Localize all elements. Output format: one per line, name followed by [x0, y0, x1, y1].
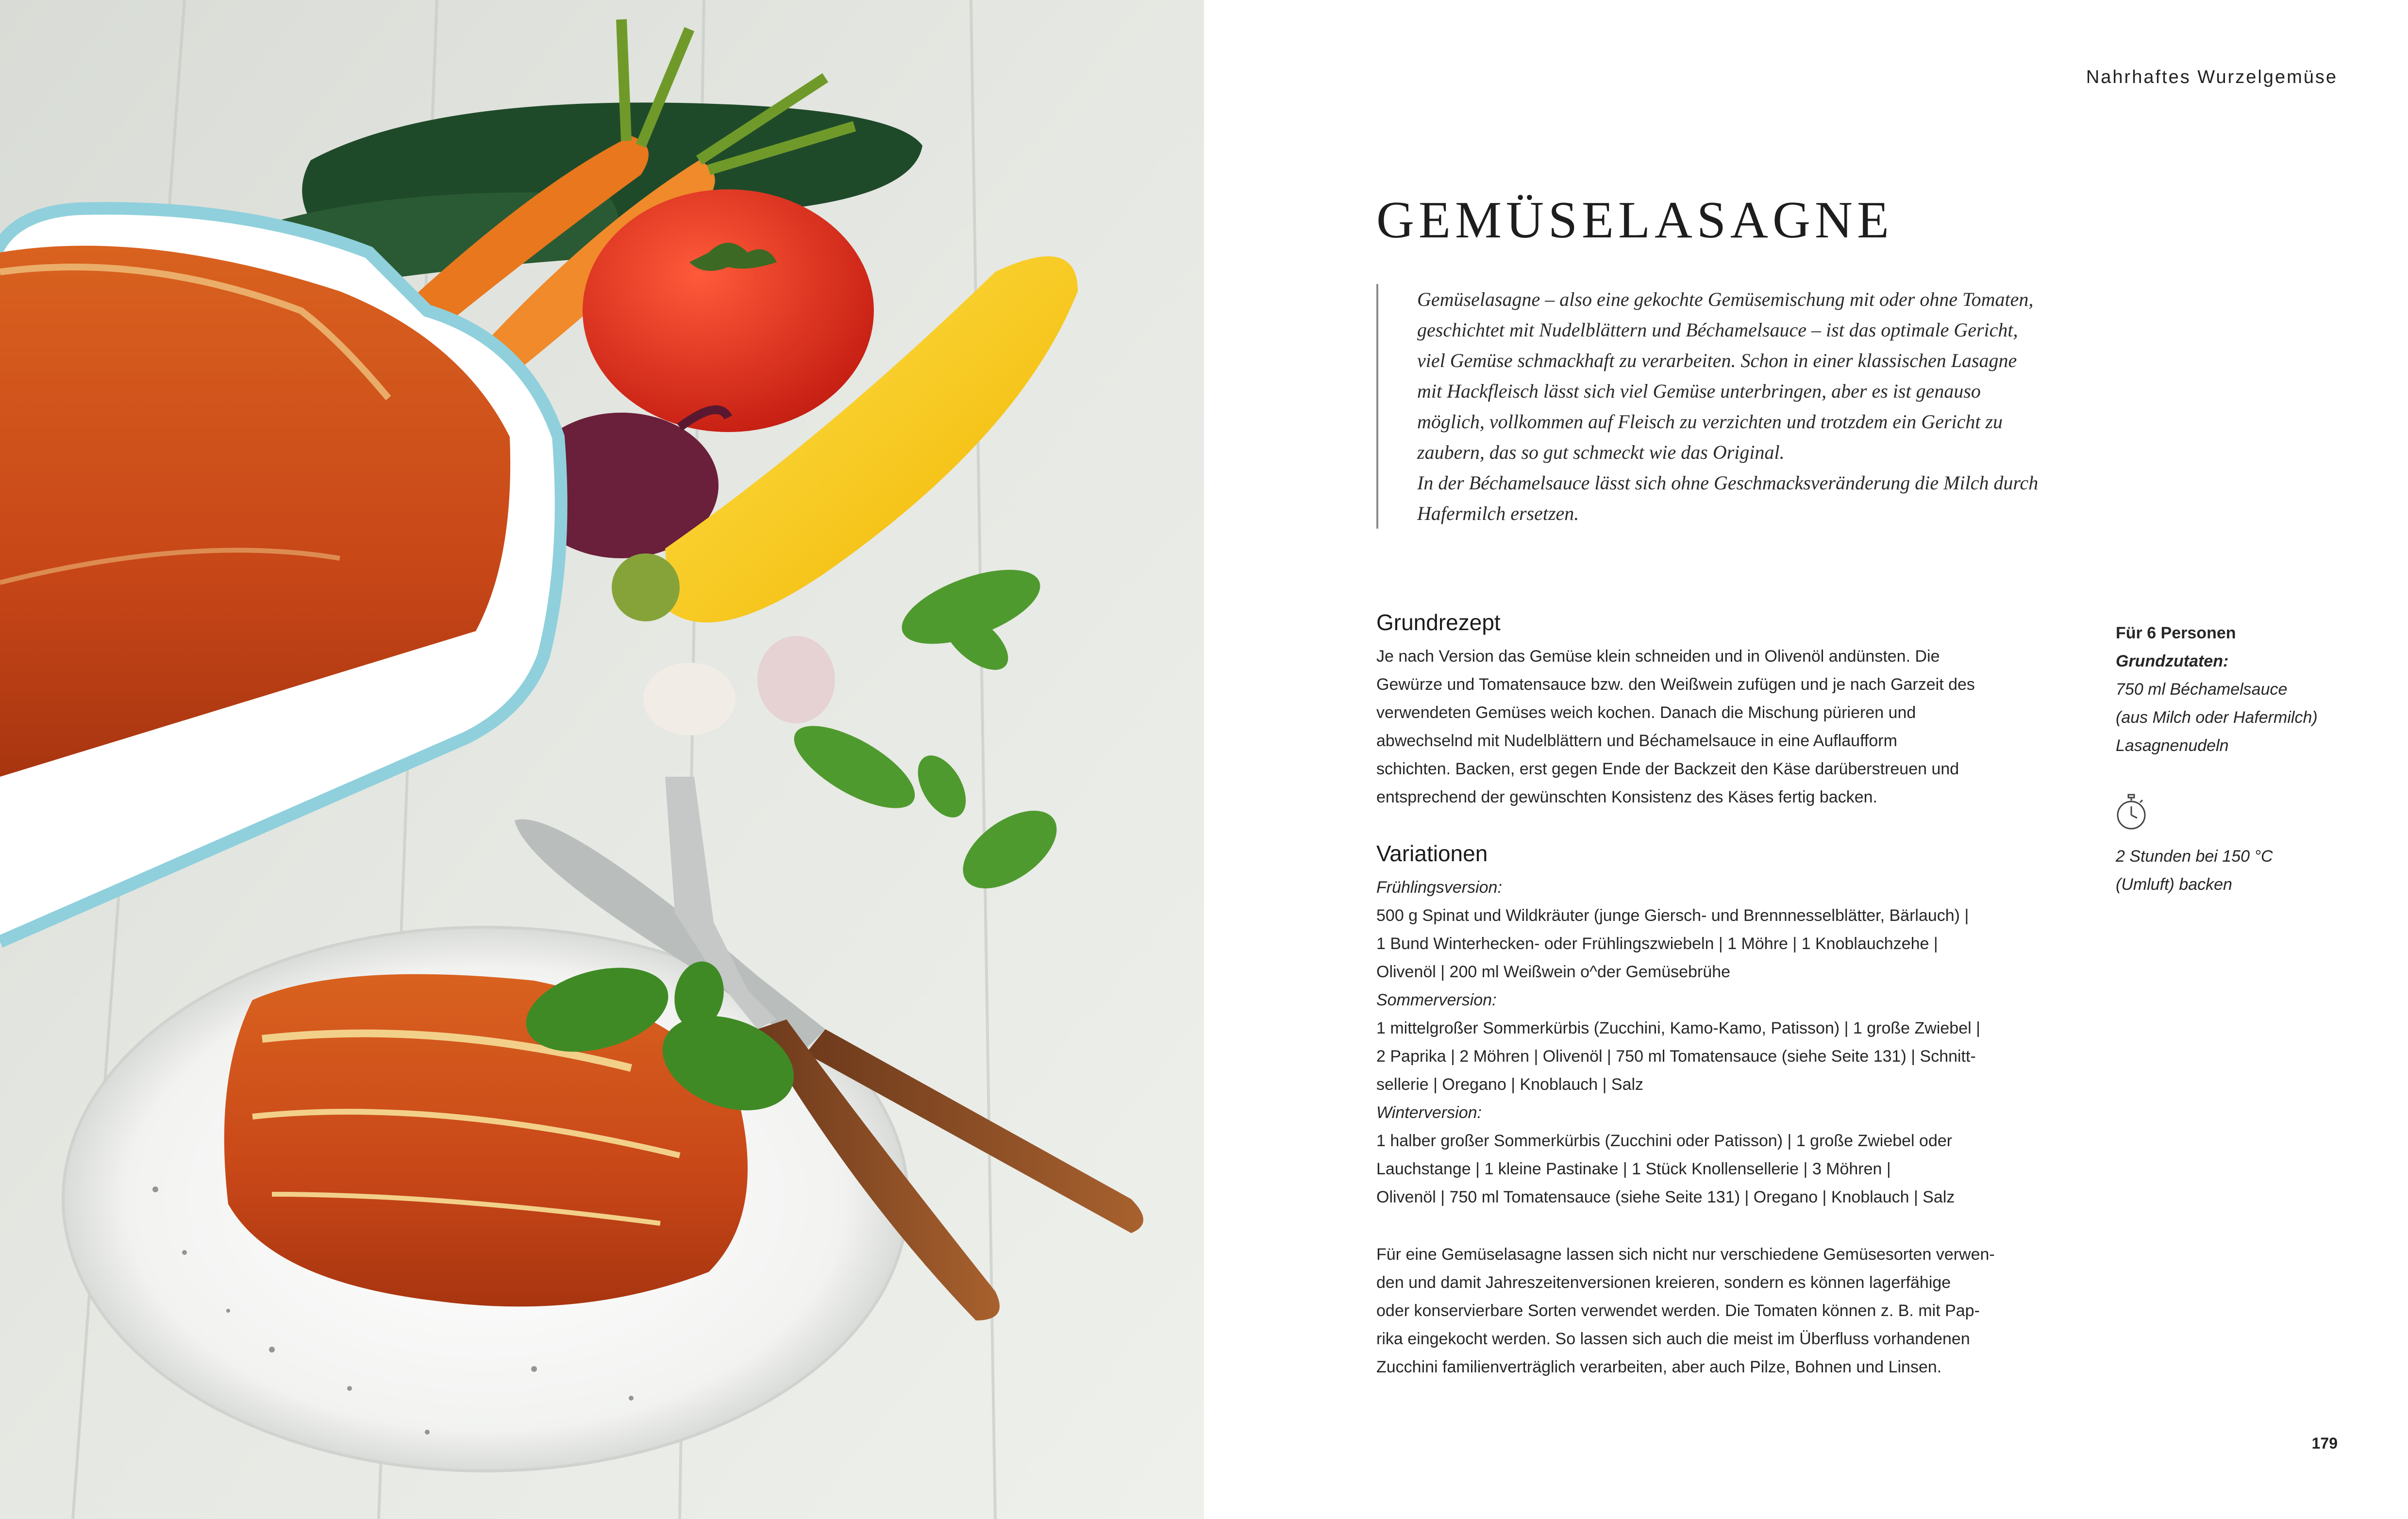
sommer-label: Sommerversion: — [1376, 991, 1497, 1009]
intro-line: Gemüselasagne – also eine gekochte Gemüsemischung mit oder ohne Tomaten, — [1417, 288, 2034, 310]
variationen-heading: Variationen — [1376, 841, 1488, 866]
grundrezept-line: Je nach Version das Gemüse klein schneiden und in Olivenöl andünsten. Die — [1376, 647, 1940, 666]
servings: Für 6 Personen — [2116, 624, 2236, 642]
intro-line: geschichtet mit Nudelblättern und Béchamelsauce – ist das optimale Gericht, — [1417, 319, 2018, 341]
intro-line: möglich, vollkommen auf Fleisch zu verzichten und trotzdem ein Gericht zu — [1417, 411, 2003, 433]
bake-line: 2 Stunden bei 150 °C — [2116, 847, 2273, 866]
sommer-line: sellerie | Oregano | Knoblauch | Salz — [1376, 1075, 1644, 1094]
basic-ingredient: 750 ml Béchamelsauce — [2116, 680, 2288, 699]
closing-line: rika eingekocht werden. So lassen sich auch die meist im Überfluss vorhandenen — [1376, 1330, 1970, 1348]
closing-line: Für eine Gemüselasagne lassen sich nicht nur verschiedene Gemüsesorten verwen- — [1376, 1245, 1995, 1264]
stopwatch-icon — [2116, 794, 2147, 831]
grundrezept-line: schichten. Backen, erst gegen Ende der Backzeit den Käse darüberstreuen und — [1376, 760, 1959, 778]
closing-line: Zucchini familienverträglich verarbeiten, aber auch Pilze, Bohnen und Linsen. — [1376, 1358, 1942, 1376]
recipe-sidebar — [2116, 619, 2349, 899]
grundrezept-line: Gewürze und Tomatensauce bzw. den Weißwein zufügen und je nach Garzeit des — [1376, 675, 1975, 694]
intro-text — [1376, 284, 2131, 529]
winter-label: Winterversion: — [1376, 1103, 1482, 1122]
tomato — [583, 189, 874, 432]
basic-ingredient: (aus Milch oder Hafermilch) — [2116, 708, 2318, 727]
fruehling-line: 500 g Spinat und Wildkräuter (junge Giersch- und Brennnesselblätter, Bärlauch) | — [1376, 906, 1969, 925]
intro-line: Hafermilch ersetzen. — [1417, 502, 1579, 524]
fruehling-line: 1 Bund Winterhecken- oder Frühlingszwiebeln | 1 Möhre | 1 Knoblauchzehe | — [1376, 935, 1938, 953]
winter-line: Lauchstange | 1 kleine Pastinake | 1 Stück Knollensellerie | 3 Möhren | — [1376, 1160, 1891, 1178]
fruehling-line: Olivenöl | 200 ml Weißwein o^der Gemüsebrühe — [1376, 963, 1731, 981]
grundrezept-line: entsprechend der gewünschten Konsistenz des Käses fertig backen. — [1376, 788, 1877, 806]
intro-line: viel Gemüse schmackhaft zu verarbeiten. Schon in einer klassischen Lasagne — [1417, 350, 2017, 371]
sommer-line: 2 Paprika | 2 Möhren | Olivenöl | 750 ml Tomatensauce (siehe Seite 131) | Schnitt- — [1376, 1047, 1976, 1066]
basic-ingredient: Lasagnenudeln — [2116, 736, 2229, 755]
basics-label: Grundzutaten: — [2116, 652, 2229, 670]
page-number: 179 — [2311, 1435, 2338, 1452]
winter-line: 1 halber großer Sommerkürbis (Zucchini oder Patisson) | 1 große Zwiebel oder — [1376, 1132, 1953, 1150]
recipe-main — [1376, 609, 2071, 1381]
intro-line: mit Hackfleisch lässt sich viel Gemüse unterbringen, aber es ist genauso — [1417, 380, 1981, 402]
winter-line: Olivenöl | 750 ml Tomatensauce (siehe Seite 131) | Oregano | Knoblauch | Salz — [1376, 1188, 1955, 1206]
sommer-line: 1 mittelgroßer Sommerkürbis (Zucchini, Kamo-Kamo, Patisson) | 1 große Zwiebel | — [1376, 1019, 1980, 1037]
closing-line: oder konservierbare Sorten verwendet werden. Die Tomaten können z. B. mit Pap- — [1376, 1302, 1980, 1320]
grundrezept-line: abwechselnd mit Nudelblättern und Béchamelsauce in eine Auflaufform — [1376, 732, 1897, 750]
fruehling-label: Frühlingsversion: — [1376, 878, 1502, 897]
grundrezept-line: verwendeten Gemüses weich kochen. Danach die Mischung pürieren und — [1376, 703, 1916, 722]
page-title: GEMÜSELASAGNE — [1376, 191, 1894, 249]
running-head: Nahrhaftes Wurzelgemüse — [2086, 67, 2338, 87]
closing-line: den und damit Jahreszeitenversionen kreieren, sondern es können lagerfähige — [1376, 1273, 1951, 1292]
intro-line: In der Béchamelsauce lässt sich ohne Geschmacksveränderung die Milch durch — [1417, 472, 2039, 494]
grundrezept-heading: Grundrezept — [1376, 610, 1501, 635]
bake-line: (Umluft) backen — [2116, 875, 2232, 894]
intro-line: zaubern, das so gut schmeckt wie das Original. — [1417, 441, 1785, 463]
